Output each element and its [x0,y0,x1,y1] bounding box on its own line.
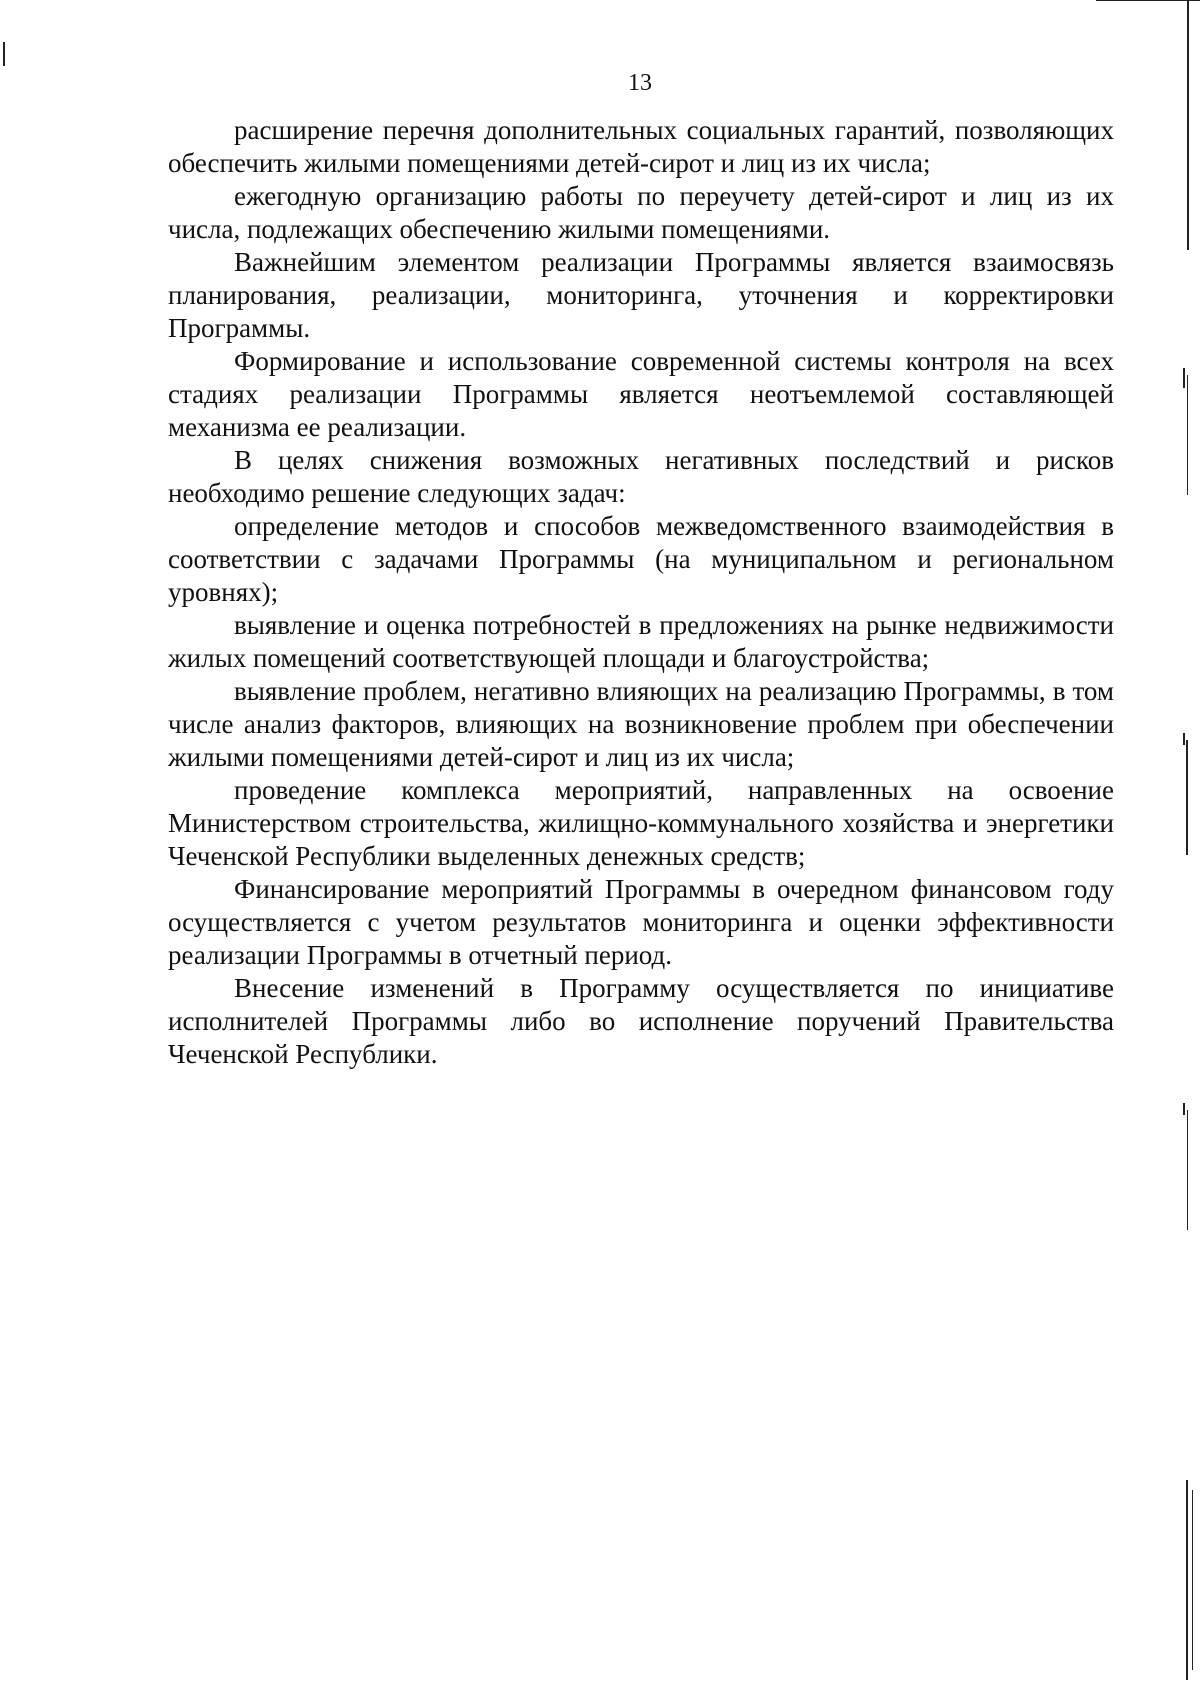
scan-artifact-left-mark [3,42,5,66]
page-number: 13 [628,70,652,96]
scan-artifact-top-line [1096,0,1200,1]
document-body [168,114,1114,1071]
paragraph: Внесение изменений в Программу осуществляется по инициативе исполнителей Программы либо во исполнение поручений Правительства Чеченской Республики. [168,973,1114,1069]
paragraph: определение методов и способов межведомственного взаимодействия в соответствии с задачами Программы (на муниципальном и региональном уровнях); [168,511,1114,607]
scan-artifact-right-edge [1192,1490,1193,1670]
paragraph: Формирование и использование современной системы контроля на всех стадиях реализации Программы является неотъемлемой составляющей механизма ее реализации. [168,346,1114,442]
paragraph: выявление проблем, негативно влияющих на реализацию Программы, в том числе анализ факторов, влияющих на возникновение проблем при обеспечении жилыми помещениями детей-сирот и лиц из их числа; [168,676,1114,772]
scan-artifact-right-edge [1187,1110,1188,1230]
paragraph: проведение комплекса мероприятий, направленных на освоение Министерством строительства, жилищно-коммунального хозяйства и энергетики Чеченской Республики выделенных денежных средств; [168,775,1114,871]
scan-artifact-tick [1183,368,1185,388]
paragraph: расширение перечня дополнительных социальных гарантий, позволяющих обеспечить жилыми помещениями детей-сирот и лиц из их числа; [168,115,1114,178]
scan-artifact-tick [1183,733,1185,745]
paragraph: Важнейшим элементом реализации Программы является взаимосвязь планирования, реализации, мониторинга, уточнения и корректировки Программы. [168,247,1114,343]
paragraph: выявление и оценка потребностей в предложениях на рынке недвижимости жилых помещений соответствующей площади и благоустройства; [168,610,1114,673]
paragraph: Финансирование мероприятий Программы в очередном финансовом году осуществляется с учетом результатов мониторинга и оценки эффективности реализации Программы в отчетный период. [168,874,1114,970]
scan-artifact-right-edge [1186,740,1188,855]
scan-artifact-tick [1183,1103,1185,1115]
scan-artifact-right-edge [1186,1480,1188,1680]
paragraph: ежегодную организацию работы по переучету детей-сирот и лиц из их числа, подлежащих обеспечению жилыми помещениями. [168,181,1114,244]
scan-artifact-right-edge [1187,0,1189,250]
paragraph: В целях снижения возможных негативных последствий и рисков необходимо решение следующих задач: [168,445,1114,508]
scan-artifact-right-edge [1187,375,1188,495]
